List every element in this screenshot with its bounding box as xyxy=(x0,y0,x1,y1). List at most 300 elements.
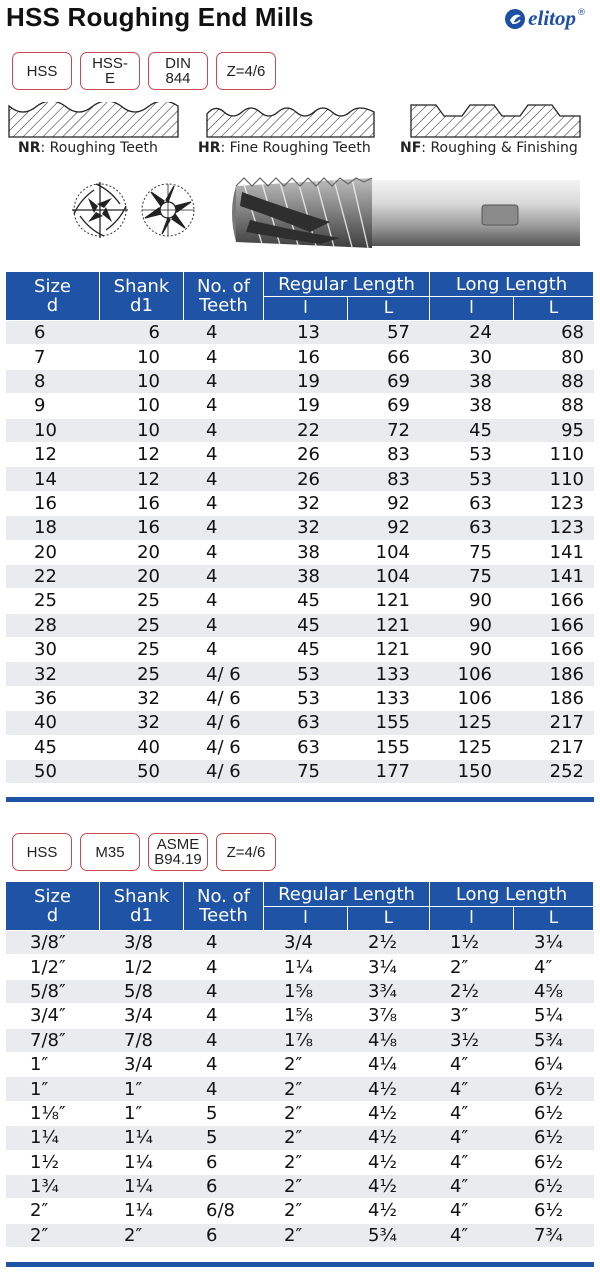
cell-regular-L: 69 xyxy=(348,370,430,394)
cell-regular-L: 155 xyxy=(348,736,430,760)
cell-regular-l: 75 xyxy=(264,760,348,784)
cell-shank: 1¼ xyxy=(100,1199,184,1223)
cell-teeth: 6 xyxy=(184,1151,264,1175)
cell-size: 12 xyxy=(6,443,100,467)
cell-regular-l: 2″ xyxy=(264,1126,348,1150)
table-row xyxy=(6,492,594,516)
cell-regular-l: 13 xyxy=(264,321,348,345)
cell-regular-L: 4¼ xyxy=(348,1053,430,1077)
cell-long-L: 7¾ xyxy=(514,1224,594,1248)
page-title: HSS Roughing End Mills xyxy=(6,2,314,32)
cell-regular-l: 32 xyxy=(264,492,348,516)
cell-teeth: 4 xyxy=(184,1004,264,1028)
cell-long-l: 30 xyxy=(430,345,514,369)
nr-profile-icon xyxy=(8,102,180,138)
table-row xyxy=(6,1004,594,1028)
table-row xyxy=(6,711,594,735)
cell-regular-l: 63 xyxy=(264,736,348,760)
cell-long-L: 123 xyxy=(514,516,594,540)
table-row xyxy=(6,1175,594,1199)
spec-badges-top xyxy=(12,52,276,90)
cell-long-l: 3″ xyxy=(430,1004,514,1028)
cell-shank: 32 xyxy=(100,711,184,735)
cell-regular-L: 92 xyxy=(348,516,430,540)
table-row xyxy=(6,1102,594,1126)
cell-shank: 1″ xyxy=(100,1077,184,1101)
cell-long-L: 95 xyxy=(514,419,594,443)
cell-size: 2″ xyxy=(6,1224,100,1248)
end-mill-photo-icon xyxy=(232,178,580,248)
header-long-length: Long Length xyxy=(430,272,594,297)
table-row xyxy=(6,638,594,662)
cell-teeth: 4 xyxy=(184,321,264,345)
cell-teeth: 4/ 6 xyxy=(184,760,264,784)
cell-teeth: 4 xyxy=(184,345,264,369)
badge-teeth: Z=4/6 xyxy=(216,52,276,90)
table-row xyxy=(6,614,594,638)
cell-long-L: 88 xyxy=(514,394,594,418)
cell-regular-L: 4½ xyxy=(348,1102,430,1126)
cell-shank: 6 xyxy=(100,321,184,345)
cell-teeth: 4 xyxy=(184,980,264,1004)
cell-regular-L: 3¼ xyxy=(348,955,430,979)
cell-shank: 40 xyxy=(100,736,184,760)
cell-regular-l: 2″ xyxy=(264,1102,348,1126)
hr-profile-icon xyxy=(206,102,376,138)
cell-regular-l: 19 xyxy=(264,394,348,418)
cell-teeth: 4 xyxy=(184,565,264,589)
cell-long-l: 3½ xyxy=(430,1029,514,1053)
cell-shank: 1″ xyxy=(100,1102,184,1126)
cell-size: 6 xyxy=(6,321,100,345)
cell-long-l: 75 xyxy=(430,565,514,589)
cell-regular-l: 16 xyxy=(264,345,348,369)
cell-long-L: 6½ xyxy=(514,1199,594,1223)
cell-size: 30 xyxy=(6,638,100,662)
cell-long-l: 106 xyxy=(430,687,514,711)
cell-teeth: 6 xyxy=(184,1175,264,1199)
cell-long-l: 63 xyxy=(430,516,514,540)
cell-shank: 25 xyxy=(100,614,184,638)
cell-shank: 10 xyxy=(100,370,184,394)
table-row xyxy=(6,687,594,711)
cell-regular-l: 45 xyxy=(264,589,348,613)
cell-teeth: 5 xyxy=(184,1102,264,1126)
cell-shank: 1¼ xyxy=(100,1151,184,1175)
cell-shank: 16 xyxy=(100,516,184,540)
cell-size: 25 xyxy=(6,589,100,613)
header-regular-l: l xyxy=(264,907,348,931)
table-row xyxy=(6,565,594,589)
table-row xyxy=(6,541,594,565)
nf-caption: NF: Roughing & Finishing xyxy=(400,140,578,156)
cell-long-l: 4″ xyxy=(430,1199,514,1223)
cell-regular-l: 63 xyxy=(264,711,348,735)
table-row xyxy=(6,1126,594,1150)
cell-long-l: 1½ xyxy=(430,931,514,955)
cell-teeth: 4 xyxy=(184,955,264,979)
cell-long-L: 166 xyxy=(514,614,594,638)
cell-regular-L: 92 xyxy=(348,492,430,516)
cell-regular-L: 104 xyxy=(348,541,430,565)
cell-regular-L: 2½ xyxy=(348,931,430,955)
header-size: Size d xyxy=(6,272,100,321)
cell-regular-L: 133 xyxy=(348,687,430,711)
table-row xyxy=(6,1053,594,1077)
cell-long-l: 90 xyxy=(430,614,514,638)
cell-long-l: 53 xyxy=(430,467,514,491)
cell-size: 20 xyxy=(6,541,100,565)
cell-long-l: 4″ xyxy=(430,1077,514,1101)
cell-size: 3/8″ xyxy=(6,931,100,955)
header-long-L: L xyxy=(514,297,594,321)
header-teeth: No. of Teeth xyxy=(184,882,264,931)
cell-shank: 1¼ xyxy=(100,1175,184,1199)
cell-teeth: 4 xyxy=(184,589,264,613)
metric-size-table xyxy=(6,272,594,784)
table-row xyxy=(6,345,594,369)
badge-material-alt: M35 xyxy=(80,833,140,871)
cell-size: 8 xyxy=(6,370,100,394)
cell-shank: 1/2 xyxy=(100,955,184,979)
table-row xyxy=(6,736,594,760)
cell-regular-l: 53 xyxy=(264,662,348,686)
table-row xyxy=(6,589,594,613)
table-row xyxy=(6,467,594,491)
header-long-l: l xyxy=(430,907,514,931)
cell-shank: 7/8 xyxy=(100,1029,184,1053)
cell-shank: 50 xyxy=(100,760,184,784)
cell-teeth: 4 xyxy=(184,370,264,394)
cell-long-l: 2″ xyxy=(430,955,514,979)
table-row xyxy=(6,419,594,443)
cell-regular-l: 2″ xyxy=(264,1053,348,1077)
cell-long-L: 217 xyxy=(514,711,594,735)
table-row xyxy=(6,1151,594,1175)
cell-long-l: 4″ xyxy=(430,1102,514,1126)
cell-regular-l: 26 xyxy=(264,467,348,491)
cell-regular-L: 4½ xyxy=(348,1175,430,1199)
cell-teeth: 4 xyxy=(184,638,264,662)
header-long-length: Long Length xyxy=(430,882,594,907)
six-flute-section-icon xyxy=(142,184,194,236)
cell-regular-L: 72 xyxy=(348,419,430,443)
cell-regular-L: 4½ xyxy=(348,1077,430,1101)
header-regular-l: l xyxy=(264,297,348,321)
cell-size: 1/2″ xyxy=(6,955,100,979)
cell-long-L: 6¼ xyxy=(514,1053,594,1077)
cell-shank: 25 xyxy=(100,662,184,686)
cell-size: 9 xyxy=(6,394,100,418)
table-row xyxy=(6,760,594,784)
cell-regular-l: 3/4 xyxy=(264,931,348,955)
header-regular-length: Regular Length xyxy=(264,882,430,907)
cell-shank: 12 xyxy=(100,467,184,491)
cell-long-L: 80 xyxy=(514,345,594,369)
nr-caption: NR: Roughing Teeth xyxy=(18,140,158,156)
cell-size: 36 xyxy=(6,687,100,711)
cell-regular-l: 38 xyxy=(264,541,348,565)
cell-shank: 12 xyxy=(100,443,184,467)
cell-shank: 20 xyxy=(100,565,184,589)
cell-long-L: 3¼ xyxy=(514,931,594,955)
cell-long-L: 5¾ xyxy=(514,1029,594,1053)
cell-regular-l: 19 xyxy=(264,370,348,394)
table-row xyxy=(6,955,594,979)
cell-long-l: 75 xyxy=(430,541,514,565)
table-row xyxy=(6,321,594,345)
nf-profile-icon xyxy=(410,102,582,138)
cell-regular-L: 83 xyxy=(348,467,430,491)
elitop-logo-icon xyxy=(504,8,526,30)
cell-regular-L: 4½ xyxy=(348,1151,430,1175)
table-row xyxy=(6,1029,594,1053)
cell-regular-l: 38 xyxy=(264,565,348,589)
cell-long-L: 4″ xyxy=(514,955,594,979)
cell-shank: 5/8 xyxy=(100,980,184,1004)
badge-standard: ASME B94.19 xyxy=(148,833,208,871)
header-regular-length: Regular Length xyxy=(264,272,430,297)
cell-long-l: 53 xyxy=(430,443,514,467)
table-row xyxy=(6,662,594,686)
tooth-profiles xyxy=(6,102,596,162)
table-bottom-rule xyxy=(6,797,594,802)
registered-mark: ® xyxy=(577,7,586,18)
cell-regular-L: 57 xyxy=(348,321,430,345)
cell-size: 45 xyxy=(6,736,100,760)
cell-size: 2″ xyxy=(6,1199,100,1223)
imperial-size-table xyxy=(6,882,594,1248)
cell-size: 1¾ xyxy=(6,1175,100,1199)
cell-long-L: 186 xyxy=(514,662,594,686)
cell-teeth: 4 xyxy=(184,394,264,418)
cell-long-L: 166 xyxy=(514,638,594,662)
cell-long-L: 217 xyxy=(514,736,594,760)
cell-regular-L: 3⅞ xyxy=(348,1004,430,1028)
cell-size: 1½ xyxy=(6,1151,100,1175)
table-row xyxy=(6,1077,594,1101)
cell-long-L: 123 xyxy=(514,492,594,516)
table-row xyxy=(6,443,594,467)
table-row xyxy=(6,931,594,955)
cell-long-l: 63 xyxy=(430,492,514,516)
brand-name: elitop xyxy=(528,6,576,30)
cell-regular-L: 104 xyxy=(348,565,430,589)
table-row xyxy=(6,370,594,394)
cell-teeth: 4 xyxy=(184,467,264,491)
cell-long-L: 6½ xyxy=(514,1151,594,1175)
cell-long-l: 4″ xyxy=(430,1053,514,1077)
cell-regular-l: 1¼ xyxy=(264,955,348,979)
cell-size: 1″ xyxy=(6,1077,100,1101)
cell-long-L: 141 xyxy=(514,541,594,565)
cell-regular-l: 32 xyxy=(264,516,348,540)
cell-regular-L: 121 xyxy=(348,638,430,662)
table-row xyxy=(6,980,594,1004)
header-long-L: L xyxy=(514,907,594,931)
cell-long-l: 4″ xyxy=(430,1126,514,1150)
cell-teeth: 6 xyxy=(184,1224,264,1248)
cell-regular-L: 3¾ xyxy=(348,980,430,1004)
cell-teeth: 4 xyxy=(184,931,264,955)
cell-regular-l: 22 xyxy=(264,419,348,443)
cell-long-l: 106 xyxy=(430,662,514,686)
cell-regular-L: 69 xyxy=(348,394,430,418)
cell-teeth: 4 xyxy=(184,443,264,467)
cell-long-l: 2½ xyxy=(430,980,514,1004)
badge-standard: DIN 844 xyxy=(148,52,208,90)
cell-regular-l: 2″ xyxy=(264,1199,348,1223)
cell-regular-l: 2″ xyxy=(264,1077,348,1101)
cell-regular-L: 133 xyxy=(348,662,430,686)
cell-long-L: 68 xyxy=(514,321,594,345)
cell-long-L: 110 xyxy=(514,467,594,491)
cell-teeth: 4 xyxy=(184,419,264,443)
cell-shank: 3/8 xyxy=(100,931,184,955)
header-size: Size d xyxy=(6,882,100,931)
cell-regular-l: 1⅝ xyxy=(264,980,348,1004)
cell-shank: 10 xyxy=(100,345,184,369)
cell-teeth: 4/ 6 xyxy=(184,736,264,760)
cell-long-l: 90 xyxy=(430,638,514,662)
cell-size: 10 xyxy=(6,419,100,443)
cell-teeth: 4 xyxy=(184,1053,264,1077)
cell-long-L: 4⅝ xyxy=(514,980,594,1004)
brand-logo xyxy=(504,6,586,31)
cell-size: 5/8″ xyxy=(6,980,100,1004)
header-regular-L: L xyxy=(348,297,430,321)
cell-teeth: 4/ 6 xyxy=(184,662,264,686)
cell-long-L: 6½ xyxy=(514,1126,594,1150)
table-row xyxy=(6,394,594,418)
cell-shank: 3/4 xyxy=(100,1053,184,1077)
cell-long-L: 6½ xyxy=(514,1077,594,1101)
cell-long-L: 110 xyxy=(514,443,594,467)
cell-shank: 16 xyxy=(100,492,184,516)
cell-teeth: 4/ 6 xyxy=(184,711,264,735)
badge-teeth: Z=4/6 xyxy=(216,833,276,871)
cell-teeth: 4 xyxy=(184,1077,264,1101)
header-shank: Shank d1 xyxy=(100,272,184,321)
cell-long-l: 4″ xyxy=(430,1224,514,1248)
cell-regular-L: 155 xyxy=(348,711,430,735)
cell-shank: 20 xyxy=(100,541,184,565)
cell-long-L: 6½ xyxy=(514,1102,594,1126)
cell-long-l: 4″ xyxy=(430,1175,514,1199)
cell-size: 3/4″ xyxy=(6,1004,100,1028)
cell-size: 18 xyxy=(6,516,100,540)
cell-regular-L: 121 xyxy=(348,589,430,613)
cell-long-l: 38 xyxy=(430,370,514,394)
cell-teeth: 4 xyxy=(184,541,264,565)
hr-caption: HR: Fine Roughing Teeth xyxy=(198,140,371,156)
cell-regular-l: 1⅝ xyxy=(264,1004,348,1028)
cell-shank: 1¼ xyxy=(100,1126,184,1150)
cell-long-l: 150 xyxy=(430,760,514,784)
cell-regular-l: 1⅞ xyxy=(264,1029,348,1053)
cell-long-l: 45 xyxy=(430,419,514,443)
cell-teeth: 4 xyxy=(184,516,264,540)
table-bottom-rule xyxy=(6,1262,594,1267)
cell-regular-l: 2″ xyxy=(264,1224,348,1248)
header-long-l: l xyxy=(430,297,514,321)
four-flute-section-icon xyxy=(72,182,128,238)
cell-regular-l: 45 xyxy=(264,614,348,638)
cell-size: 1⅛″ xyxy=(6,1102,100,1126)
cell-regular-L: 83 xyxy=(348,443,430,467)
cell-regular-L: 4⅛ xyxy=(348,1029,430,1053)
cell-long-L: 6½ xyxy=(514,1175,594,1199)
cell-shank: 32 xyxy=(100,687,184,711)
cell-teeth: 6/8 xyxy=(184,1199,264,1223)
cell-regular-L: 66 xyxy=(348,345,430,369)
cell-shank: 25 xyxy=(100,589,184,613)
cell-long-L: 5¼ xyxy=(514,1004,594,1028)
cell-regular-l: 2″ xyxy=(264,1151,348,1175)
cell-shank: 10 xyxy=(100,419,184,443)
cell-regular-L: 121 xyxy=(348,614,430,638)
badge-material: HSS xyxy=(12,833,72,871)
cell-size: 28 xyxy=(6,614,100,638)
cell-size: 7 xyxy=(6,345,100,369)
cell-regular-L: 4½ xyxy=(348,1199,430,1223)
cell-long-l: 4″ xyxy=(430,1151,514,1175)
spec-badges-bottom xyxy=(12,833,276,871)
cell-long-l: 125 xyxy=(430,736,514,760)
cell-regular-l: 53 xyxy=(264,687,348,711)
cell-teeth: 5 xyxy=(184,1126,264,1150)
table-row xyxy=(6,1199,594,1223)
cell-size: 1″ xyxy=(6,1053,100,1077)
cell-teeth: 4 xyxy=(184,1029,264,1053)
cell-long-l: 90 xyxy=(430,589,514,613)
header-teeth: No. of Teeth xyxy=(184,272,264,321)
cell-regular-L: 4½ xyxy=(348,1126,430,1150)
cell-size: 40 xyxy=(6,711,100,735)
cell-shank: 25 xyxy=(100,638,184,662)
cell-regular-L: 5¾ xyxy=(348,1224,430,1248)
cell-long-l: 38 xyxy=(430,394,514,418)
table-row xyxy=(6,516,594,540)
cell-long-l: 125 xyxy=(430,711,514,735)
cell-long-L: 252 xyxy=(514,760,594,784)
badge-material: HSS xyxy=(12,52,72,90)
cell-size: 22 xyxy=(6,565,100,589)
cell-teeth: 4 xyxy=(184,492,264,516)
cell-size: 7/8″ xyxy=(6,1029,100,1053)
cell-size: 50 xyxy=(6,760,100,784)
cell-size: 32 xyxy=(6,662,100,686)
cell-shank: 2″ xyxy=(100,1224,184,1248)
cell-teeth: 4 xyxy=(184,614,264,638)
cell-regular-l: 26 xyxy=(264,443,348,467)
badge-material-alt: HSS-E xyxy=(80,52,140,90)
cell-regular-l: 2″ xyxy=(264,1175,348,1199)
tool-illustration xyxy=(0,172,600,258)
cell-long-L: 88 xyxy=(514,370,594,394)
cell-regular-L: 177 xyxy=(348,760,430,784)
cell-shank: 3/4 xyxy=(100,1004,184,1028)
cell-long-L: 186 xyxy=(514,687,594,711)
table-row xyxy=(6,1224,594,1248)
header-shank: Shank d1 xyxy=(100,882,184,931)
header-regular-L: L xyxy=(348,907,430,931)
cell-size: 1¼ xyxy=(6,1126,100,1150)
cell-long-L: 166 xyxy=(514,589,594,613)
cell-size: 16 xyxy=(6,492,100,516)
cell-shank: 10 xyxy=(100,394,184,418)
cell-regular-l: 45 xyxy=(264,638,348,662)
